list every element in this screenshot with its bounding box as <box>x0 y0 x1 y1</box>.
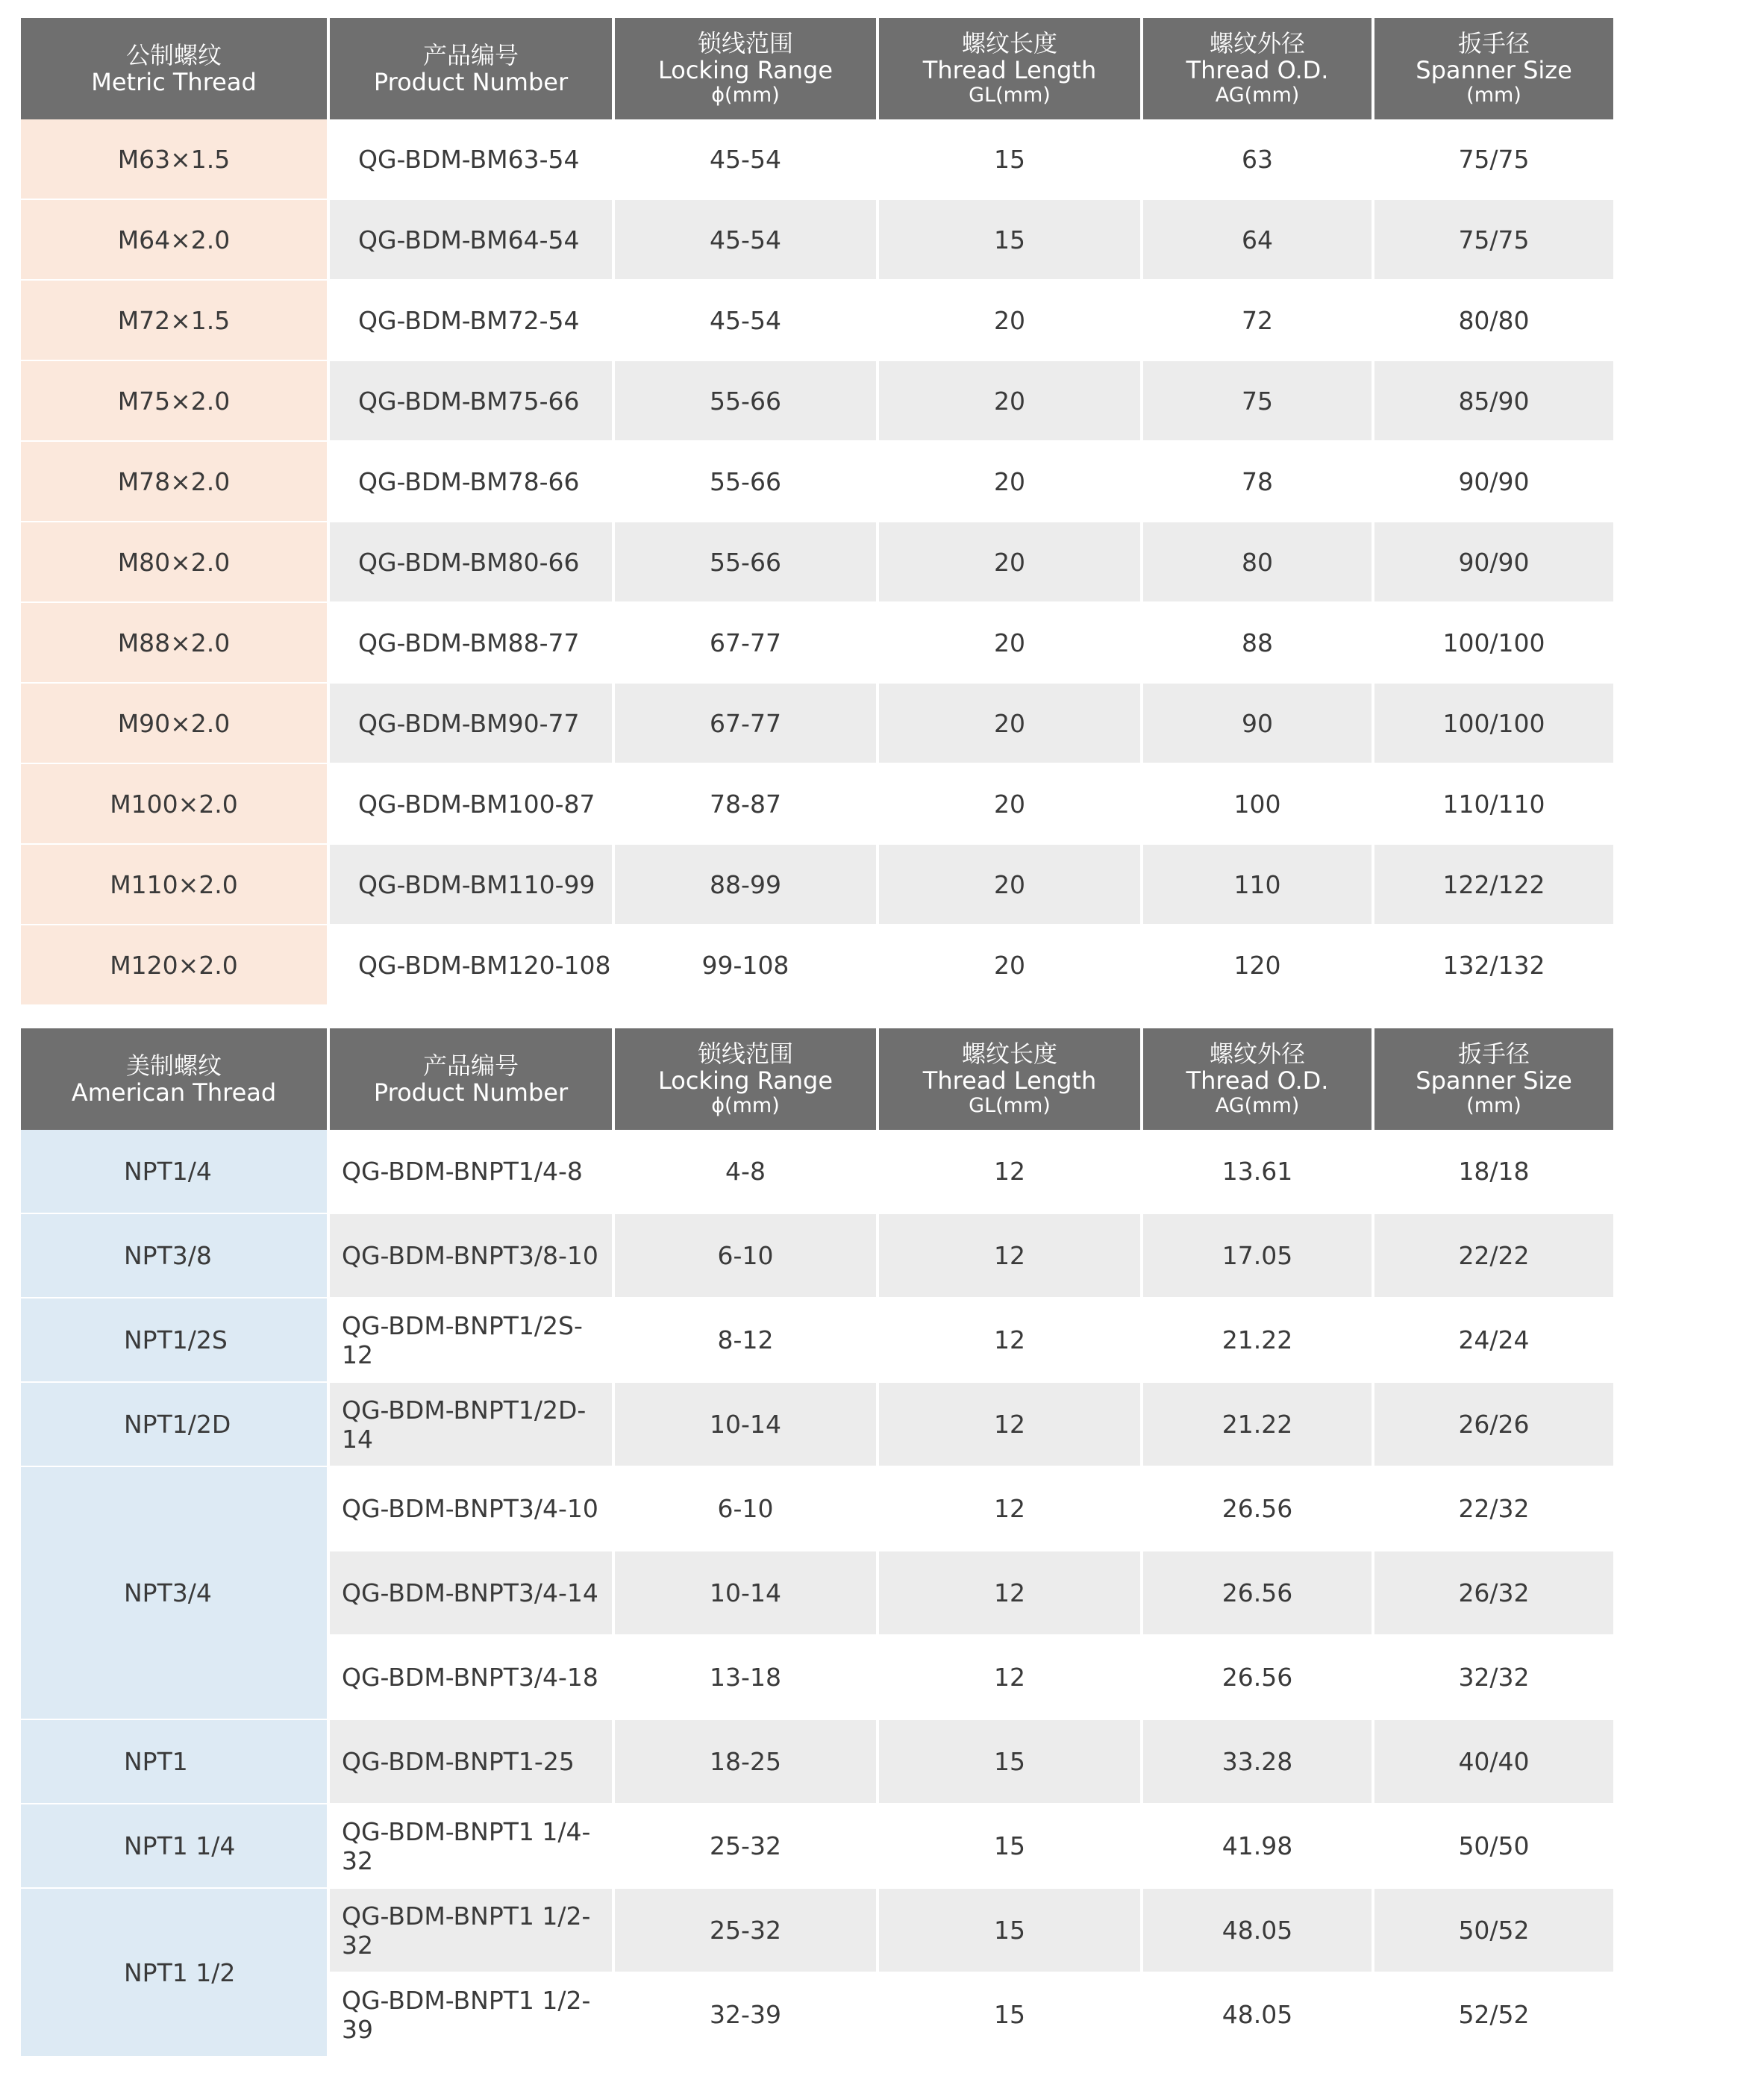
table-row <box>21 1383 1598 1467</box>
spanner-size-cell: 90/90 <box>1374 522 1613 601</box>
thread-cell: M75×2.0 <box>21 361 327 440</box>
product-number-cell: QG-BDM-BNPT3/8-10 <box>330 1214 612 1297</box>
thread-od-cell: 78 <box>1242 466 1273 496</box>
thread-cell: M63×1.5 <box>21 119 327 199</box>
product-number-cell: QG-BDM-BM63-54 <box>358 144 580 174</box>
thread-length-cell: 15 <box>879 1889 1140 1972</box>
spanner-size-cell: 80/80 <box>1458 305 1530 335</box>
table-row <box>21 1804 1598 1889</box>
thread-length-cell: 20 <box>994 305 1025 335</box>
spanner-size-cell: 50/50 <box>1458 1831 1530 1860</box>
product-number-cell: QG-BDM-BM72-54 <box>358 305 580 335</box>
thread-od-cell: 26.56 <box>1222 1494 1293 1523</box>
table-row <box>21 200 1598 281</box>
thread-cell: M64×2.0 <box>21 200 327 279</box>
thread-cell: NPT1 <box>21 1720 327 1803</box>
locking-range-cell: 99-108 <box>701 950 789 980</box>
thread-length-cell: 15 <box>994 144 1025 174</box>
spanner-size-cell: 26/26 <box>1374 1383 1613 1466</box>
header-thread-od: 螺纹外径 Thread O.D. AG(mm) <box>1143 1028 1372 1130</box>
thread-od-cell: 21.22 <box>1143 1383 1372 1466</box>
product-number-cell: QG-BDM-BNPT1/2D-14 <box>330 1383 612 1466</box>
table-row <box>21 1130 1598 1214</box>
thread-od-cell: 80 <box>1143 522 1372 601</box>
header-thread-length: 螺纹长度 Thread Length GL(mm) <box>879 1028 1140 1130</box>
thread-cell: M78×2.0 <box>21 442 327 521</box>
product-number-cell: QG-BDM-BM75-66 <box>330 361 612 440</box>
locking-range-cell: 32-39 <box>710 2000 781 2029</box>
thread-length-cell: 12 <box>994 1663 1025 1692</box>
product-number-cell: QG-BDM-BM90-77 <box>330 684 612 763</box>
header-metric-thread: 公制螺纹 Metric Thread <box>21 18 327 119</box>
product-number-cell: QG-BDM-BM120-108 <box>358 950 611 980</box>
locking-range-cell: 45-54 <box>615 200 876 279</box>
locking-range-cell: 18-25 <box>615 1720 876 1803</box>
metric-thread-table <box>21 18 1598 1006</box>
american-table-header <box>21 1028 1598 1130</box>
thread-od-cell: 48.05 <box>1143 1889 1372 1972</box>
thread-length-cell: 12 <box>879 1383 1140 1466</box>
product-number-cell: QG-BDM-BM64-54 <box>330 200 612 279</box>
product-number-cell: QG-BDM-BNPT1 1/2-39 <box>342 1985 591 2044</box>
thread-cell: NPT3/8 <box>21 1214 327 1297</box>
spanner-size-cell: 52/52 <box>1458 2000 1530 2029</box>
locking-range-cell: 4-8 <box>725 1157 766 1186</box>
thread-cell: NPT1/4 <box>21 1130 327 1213</box>
table-row <box>21 1720 1598 1804</box>
spanner-size-cell: 100/100 <box>1374 684 1613 763</box>
thread-od-cell: 100 <box>1233 789 1281 819</box>
thread-od-cell: 63 <box>1242 144 1273 174</box>
spanner-size-cell: 50/52 <box>1374 1889 1613 1972</box>
thread-od-cell: 26.56 <box>1222 1663 1293 1692</box>
thread-cell: NPT1/2D <box>21 1383 327 1466</box>
locking-range-cell: 55-66 <box>710 466 781 496</box>
spanner-size-cell: 132/132 <box>1442 950 1545 980</box>
header-product-number: 产品编号 Product Number <box>330 18 612 119</box>
thread-od-cell: 33.28 <box>1143 1720 1372 1803</box>
locking-range-cell: 25-32 <box>710 1831 781 1860</box>
thread-length-cell: 12 <box>879 1214 1140 1297</box>
table-row <box>21 925 1598 1006</box>
thread-od-cell: 75 <box>1143 361 1372 440</box>
table-row <box>330 1889 1613 1973</box>
thread-cell: M100×2.0 <box>21 764 327 843</box>
locking-range-cell: 67-77 <box>710 628 781 657</box>
spanner-size-cell: 75/75 <box>1374 200 1613 279</box>
product-number-cell: QG-BDM-BNPT1 1/2-32 <box>330 1889 612 1972</box>
thread-cell: M72×1.5 <box>21 281 327 360</box>
table-row <box>330 1973 1613 2057</box>
spanner-size-cell: 110/110 <box>1442 789 1545 819</box>
header-locking-range: 锁线范围 Locking Range ϕ(mm) <box>615 1028 876 1130</box>
table-row <box>21 764 1598 845</box>
thread-cell: NPT1/2S <box>21 1298 327 1381</box>
locking-range-cell: 67-77 <box>615 684 876 763</box>
thread-cell: M88×2.0 <box>21 603 327 682</box>
thread-length-cell: 15 <box>994 1831 1025 1860</box>
spanner-size-cell: 22/22 <box>1374 1214 1613 1297</box>
thread-length-cell: 15 <box>994 2000 1025 2029</box>
thread-od-cell: 21.22 <box>1222 1325 1293 1354</box>
product-number-cell: QG-BDM-BNPT3/4-10 <box>342 1494 598 1523</box>
header-spanner-size: 扳手径 Spanner Size (mm) <box>1374 1028 1613 1130</box>
table-row <box>330 1467 1613 1551</box>
thread-length-cell: 20 <box>879 522 1140 601</box>
table-row <box>21 522 1598 603</box>
thread-group-rows <box>330 1889 1613 2057</box>
spanner-size-cell: 40/40 <box>1374 1720 1613 1803</box>
spanner-size-cell: 90/90 <box>1458 466 1530 496</box>
product-number-cell: QG-BDM-BNPT3/4-14 <box>330 1551 612 1634</box>
locking-range-cell: 10-14 <box>615 1551 876 1634</box>
spanner-size-cell: 24/24 <box>1458 1325 1530 1354</box>
product-number-cell: QG-BDM-BNPT1-25 <box>330 1720 612 1803</box>
locking-range-cell: 55-66 <box>615 361 876 440</box>
locking-range-cell: 6-10 <box>717 1494 774 1523</box>
header-locking-range: 锁线范围 Locking Range ϕ(mm) <box>615 18 876 119</box>
thread-length-cell: 20 <box>994 950 1025 980</box>
product-number-cell: QG-BDM-BNPT3/4-18 <box>342 1663 598 1692</box>
spanner-size-cell: 100/100 <box>1442 628 1545 657</box>
thread-length-cell: 20 <box>994 628 1025 657</box>
header-thread-length: 螺纹长度 Thread Length GL(mm) <box>879 18 1140 119</box>
thread-group-rows <box>330 1467 1613 1720</box>
thread-cell: M110×2.0 <box>21 845 327 924</box>
product-number-cell: QG-BDM-BM80-66 <box>330 522 612 601</box>
spanner-size-cell: 26/32 <box>1374 1551 1613 1634</box>
thread-od-cell: 88 <box>1242 628 1273 657</box>
product-number-cell: QG-BDM-BNPT1/2S-12 <box>342 1310 583 1369</box>
spanner-size-cell: 32/32 <box>1458 1663 1530 1692</box>
thread-cell: M80×2.0 <box>21 522 327 601</box>
thread-length-cell: 12 <box>994 1157 1025 1186</box>
thread-length-cell: 20 <box>879 845 1140 924</box>
thread-group <box>21 1467 1598 1720</box>
thread-cell: M90×2.0 <box>21 684 327 763</box>
header-product-number: 产品编号 Product Number <box>330 1028 612 1130</box>
locking-range-cell: 45-54 <box>710 305 781 335</box>
locking-range-cell: 6-10 <box>615 1214 876 1297</box>
thread-length-cell: 15 <box>879 200 1140 279</box>
thread-od-cell: 26.56 <box>1143 1551 1372 1634</box>
table-row <box>21 603 1598 684</box>
spanner-size-cell: 75/75 <box>1458 144 1530 174</box>
spanner-size-cell: 18/18 <box>1458 1157 1530 1186</box>
thread-od-cell: 48.05 <box>1222 2000 1293 2029</box>
table-row <box>330 1636 1613 1720</box>
thread-od-cell: 13.61 <box>1222 1157 1293 1186</box>
thread-length-cell: 20 <box>994 789 1025 819</box>
thread-cell: NPT1 1/4 <box>21 1804 327 1887</box>
table-row <box>330 1551 1613 1636</box>
locking-range-cell: 45-54 <box>710 144 781 174</box>
spanner-size-cell: 22/32 <box>1458 1494 1530 1523</box>
table-row <box>21 845 1598 925</box>
spanner-size-cell: 85/90 <box>1374 361 1613 440</box>
american-table-body <box>21 1130 1598 2057</box>
header-spanner-size: 扳手径 Spanner Size (mm) <box>1374 18 1613 119</box>
spanner-size-cell: 122/122 <box>1374 845 1613 924</box>
thread-cell: NPT1 1/2 <box>21 1889 327 2057</box>
product-number-cell: QG-BDM-BM78-66 <box>358 466 580 496</box>
metric-table-body <box>21 119 1598 1006</box>
thread-cell: NPT3/4 <box>21 1467 327 1720</box>
american-thread-table <box>21 1028 1598 2057</box>
table-row <box>21 119 1598 200</box>
table-row <box>21 684 1598 764</box>
header-american-thread: 美制螺纹 American Thread <box>21 1028 327 1130</box>
thread-length-cell: 20 <box>879 684 1140 763</box>
thread-length-cell: 20 <box>879 361 1140 440</box>
thread-length-cell: 12 <box>879 1551 1140 1634</box>
thread-od-cell: 72 <box>1242 305 1273 335</box>
locking-range-cell: 55-66 <box>615 522 876 601</box>
header-thread-od: 螺纹外径 Thread O.D. AG(mm) <box>1143 18 1372 119</box>
thread-od-cell: 90 <box>1143 684 1372 763</box>
table-row <box>21 361 1598 442</box>
table-row <box>21 1298 1598 1383</box>
thread-group <box>21 1889 1598 2057</box>
locking-range-cell: 88-99 <box>615 845 876 924</box>
thread-od-cell: 41.98 <box>1222 1831 1293 1860</box>
locking-range-cell: 78-87 <box>710 789 781 819</box>
metric-table-header <box>21 18 1598 119</box>
product-number-cell: QG-BDM-BNPT1/4-8 <box>342 1157 583 1186</box>
product-number-cell: QG-BDM-BM110-99 <box>330 845 612 924</box>
table-row <box>21 1214 1598 1298</box>
thread-od-cell: 17.05 <box>1143 1214 1372 1297</box>
thread-length-cell: 12 <box>994 1325 1025 1354</box>
thread-length-cell: 15 <box>879 1720 1140 1803</box>
thread-od-cell: 64 <box>1143 200 1372 279</box>
locking-range-cell: 13-18 <box>710 1663 781 1692</box>
product-number-cell: QG-BDM-BM88-77 <box>358 628 580 657</box>
locking-range-cell: 25-32 <box>615 1889 876 1972</box>
thread-od-cell: 120 <box>1233 950 1281 980</box>
locking-range-cell: 8-12 <box>717 1325 774 1354</box>
product-number-cell: QG-BDM-BM100-87 <box>358 789 595 819</box>
product-number-cell: QG-BDM-BNPT1 1/4-32 <box>342 1816 591 1875</box>
thread-cell: M120×2.0 <box>21 925 327 1004</box>
thread-od-cell: 110 <box>1143 845 1372 924</box>
table-row <box>21 442 1598 522</box>
table-row <box>21 281 1598 361</box>
thread-length-cell: 12 <box>994 1494 1025 1523</box>
locking-range-cell: 10-14 <box>615 1383 876 1466</box>
thread-length-cell: 20 <box>994 466 1025 496</box>
